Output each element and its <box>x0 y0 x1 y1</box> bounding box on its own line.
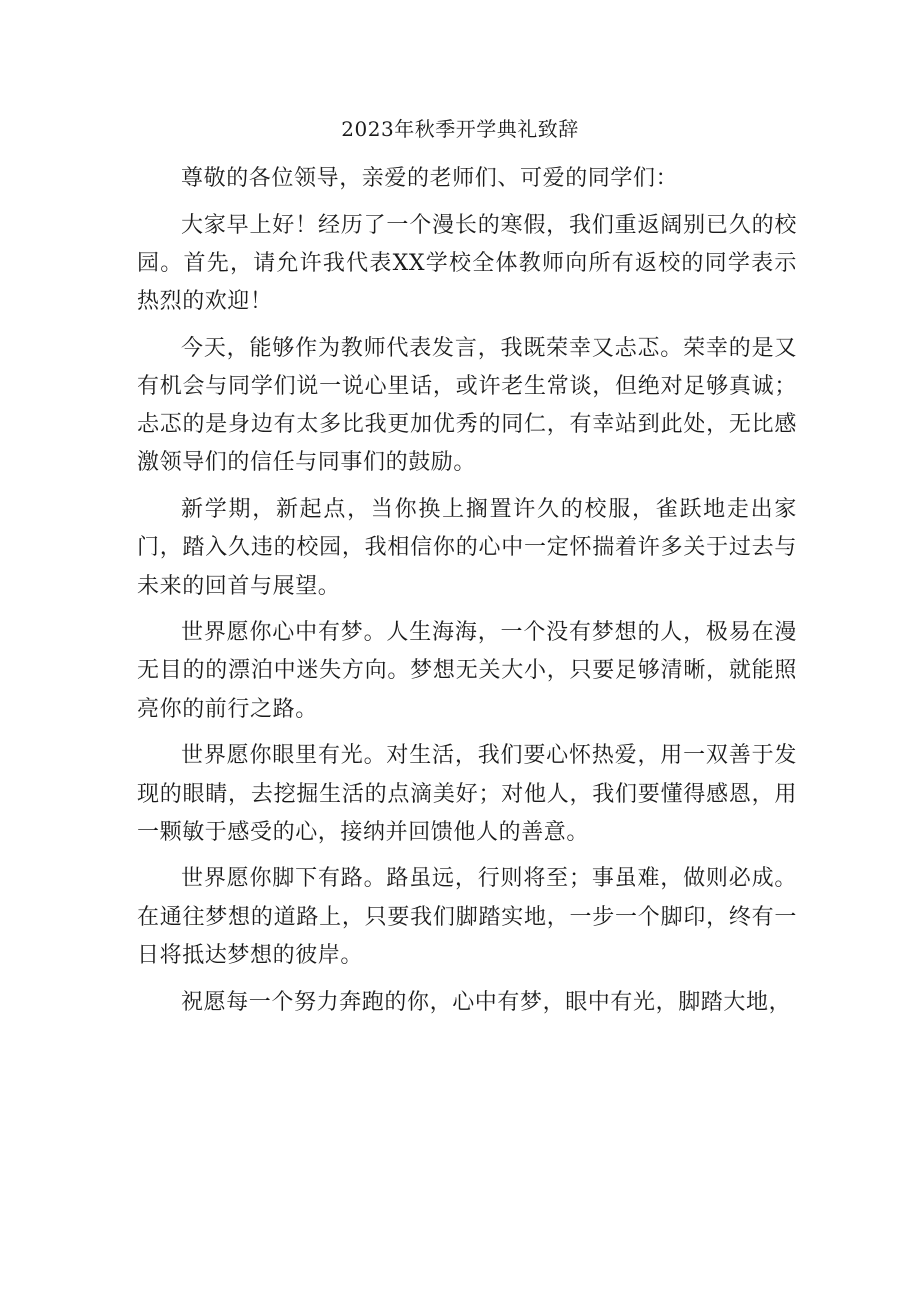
light-paragraph: 世界愿你眼里有光。对生活，我们要心怀热爱，用一双善于发现的眼睛，去挖掘生活的点滴美好；对他人，我们要懂得感恩，用一颗敏于感受的心，接纳并回馈他人的善意。 <box>137 743 797 845</box>
document-title: 2023年秋季开学典礼致辞 <box>341 117 579 141</box>
document-body <box>137 160 797 1030</box>
new-semester-paragraph: 新学期，新起点，当你换上搁置许久的校服，雀跃地走出家门，踏入久违的校园，我相信你的心中一定怀揣着许多关于过去与未来的回首与展望。 <box>137 497 797 599</box>
greeting-paragraph: 大家早上好！经历了一个漫长的寒假，我们重返阔别已久的校园。首先，请允许我代表XX学校全体教师向所有返校的同学表示热烈的欢迎！ <box>137 212 797 315</box>
speaker-intro-paragraph: 今天，能够作为教师代表发言，我既荣幸又忐忑。荣幸的是又有机会与同学们说一说心里话，或许老生常谈，但绝对足够真诚；忐忑的是身边有太多比我更加优秀的同仁，有幸站到此处，无比感激领导们的信任与同事们的鼓励。 <box>137 335 797 476</box>
salutation-paragraph: 尊敬的各位领导，亲爱的老师们、可爱的同学们： <box>181 166 679 191</box>
dream-paragraph: 世界愿你心中有梦。人生海海，一个没有梦想的人，极易在漫无目的的漂泊中迷失方向。梦想无关大小，只要足够清晰，就能照亮你的前行之路。 <box>137 620 797 722</box>
road-paragraph: 世界愿你脚下有路。路虽远，行则将至；事虽难，做则必成。在通往梦想的道路上，只要我们脚踏实地，一步一个脚印，终有一日将抵达梦想的彼岸。 <box>137 866 797 968</box>
wish-paragraph: 祝愿每一个努力奔跑的你，心中有梦，眼中有光，脚踏大地， <box>181 989 792 1015</box>
